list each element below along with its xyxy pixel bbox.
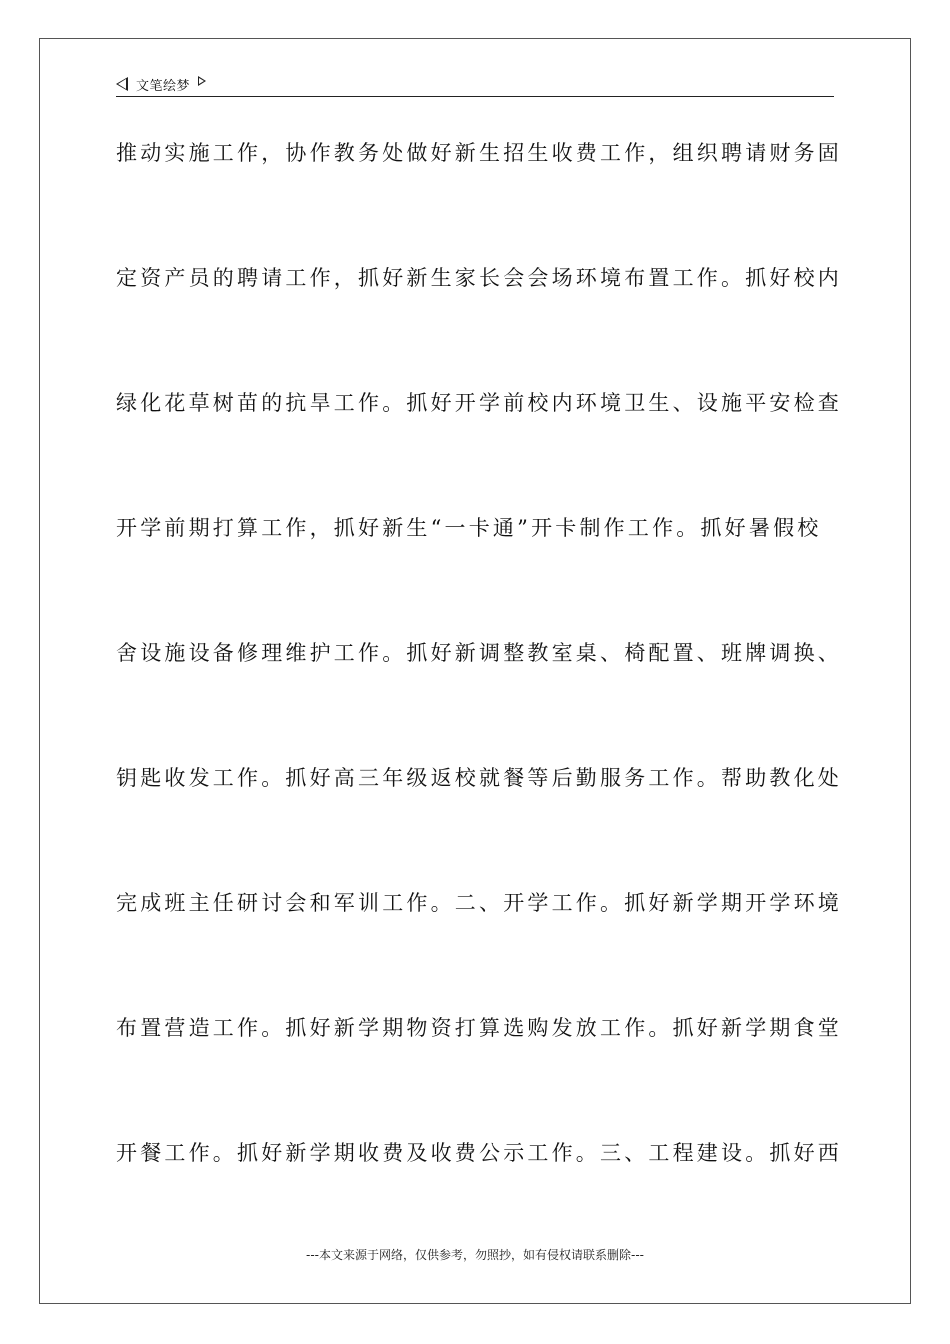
text-line-8: 布置营造工作。抓好新学期物资打算选购发放工作。抓好新学期食堂 [116,1016,842,1040]
footer-notice: ---本文来源于网络，仅供参考，勿照抄，如有侵权请联系删除--- [306,1248,644,1262]
text-line-7: 完成班主任研讨会和军训工作。二、开学工作。抓好新学期开学环境 [116,891,842,915]
text-line-5: 舍设施设备修理维护工作。抓好新调整教室桌、椅配置、班牌调换、 [116,641,842,665]
text-line-4: 开学前期打算工作，抓好新生“一卡通”开卡制作工作。抓好暑假校 [116,516,822,540]
text-line-9: 开餐工作。抓好新学期收费及收费公示工作。三、工程建设。抓好西 [116,1141,842,1165]
header-title: 文笔绘梦 [136,78,191,94]
text-line-6: 钥匙收发工作。抓好高三年级返校就餐等后勤服务工作。帮助教化处 [116,766,842,790]
text-line-2: 定资产员的聘请工作，抓好新生家长会会场环境布置工作。抓好校内 [116,266,842,290]
document-body [116,128,842,1253]
left-triangle-icon [116,77,128,91]
page-header [116,72,834,97]
text-line-1: 推动实施工作，协作教务处做好新生招生收费工作，组织聘请财务固 [116,141,842,165]
text-line-3: 绿化花草树苗的抗旱工作。抓好开学前校内环境卫生、设施平安检查 [116,391,842,415]
right-triangle-icon [198,76,206,86]
